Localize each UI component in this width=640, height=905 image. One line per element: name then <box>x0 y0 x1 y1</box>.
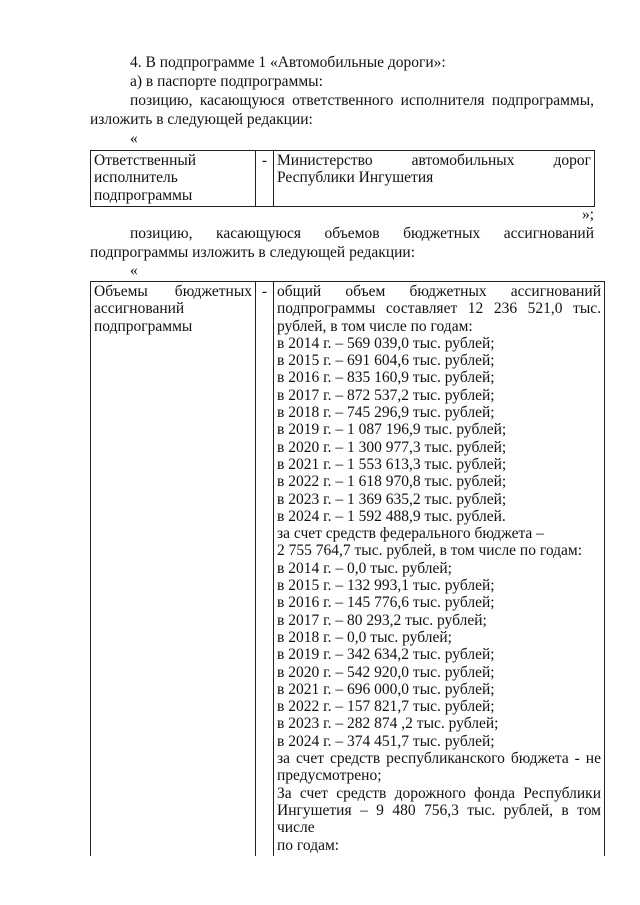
value-line: предусмотрено; <box>277 767 382 785</box>
value-line: за счет средств федерального бюджета – <box>277 525 544 543</box>
label-line: ассигнований <box>94 300 185 318</box>
paragraph-2-line-1: позицию, касающуюся объемов бюджетных ассигнований <box>130 225 594 242</box>
value-line: в 2015 г. – 691 604,6 тыс. рублей; <box>277 352 495 370</box>
value-line: в 2024 г. – 1 592 488,9 тыс. рублей. <box>277 507 506 525</box>
paragraph-2-line-2: подпрограммы изложить в следующей редакции: <box>90 244 416 261</box>
value-line: по годам: <box>277 836 340 854</box>
value-line: Республики Ингушетия <box>277 169 434 187</box>
value-line: в 2021 г. – 696 000,0 тыс. рублей; <box>277 680 495 698</box>
paragraph-1-line-1: позицию, касающуюся ответственного исполнителя подпрограммы, <box>130 92 594 109</box>
open-quote-1: « <box>130 130 138 147</box>
value-line: в 2024 г. – 374 451,7 тыс. рублей; <box>277 732 495 750</box>
value-line: Министерство автомобильных дорог <box>277 152 591 169</box>
subsection-a: а) в паспорте подпрограммы: <box>130 73 323 90</box>
open-quote-2: « <box>130 262 138 279</box>
value-line: в 2023 г. – 282 874 ,2 тыс. рублей; <box>277 715 499 733</box>
value-line: в 2017 г. – 872 537,2 тыс. рублей; <box>277 386 495 404</box>
label-line: подпрограммы <box>94 186 193 204</box>
value-line: 2 755 764,7 тыс. рублей, в том числе по годам: <box>277 542 583 560</box>
value-cell <box>274 151 595 207</box>
value-line: в 2014 г. – 0,0 тыс. рублей; <box>277 559 452 577</box>
table-row <box>91 151 595 207</box>
label-cell <box>91 282 256 856</box>
paragraph-1-line-2: изложить в следующей редакции: <box>90 111 313 128</box>
value-line: в 2020 г. – 1 300 977,3 тыс. рублей; <box>277 438 507 456</box>
value-line: подпрограммы составляет 12 236 521,0 тыс. <box>277 300 601 318</box>
value-line: в 2015 г. – 132 993,1 тыс. рублей; <box>277 577 495 595</box>
value-line: в 2014 г. – 569 039,0 тыс. рублей; <box>277 334 495 352</box>
value-line: За счет средств дорожного фонда Республики <box>277 784 601 802</box>
value-line: в 2017 г. – 80 293,2 тыс. рублей; <box>277 611 487 629</box>
responsible-executor-table <box>90 150 595 207</box>
value-line: общий объем бюджетных ассигнований <box>277 283 601 300</box>
value-line: в 2019 г. – 342 634,2 тыс. рублей; <box>277 646 495 664</box>
value-line: в 2022 г. – 157 821,7 тыс. рублей; <box>277 698 495 716</box>
value-line: в 2016 г. – 145 776,6 тыс. рублей; <box>277 594 495 612</box>
value-line: в 2022 г. – 1 618 970,8 тыс. рублей; <box>277 473 507 491</box>
value-line: в 2020 г. – 542 920,0 тыс. рублей; <box>277 663 495 681</box>
value-line: за счет средств республиканского бюджета - не <box>277 750 601 768</box>
value-line: рублей, в том числе по годам: <box>277 317 473 335</box>
value-line: в 2019 г. – 1 087 196,9 тыс. рублей; <box>277 421 507 439</box>
value-line: в 2023 г. – 1 369 635,2 тыс. рублей; <box>277 490 507 508</box>
value-line: в 2018 г. – 745 296,9 тыс. рублей; <box>277 404 495 422</box>
value-line: в 2018 г. – 0,0 тыс. рублей; <box>277 628 452 646</box>
value-cell <box>274 282 605 856</box>
value-line: в 2016 г. – 835 160,9 тыс. рублей; <box>277 369 495 387</box>
section-heading: 4. В подпрограмме 1 «Автомобильные дороги»: <box>130 54 446 71</box>
label-line: исполнитель <box>94 169 178 187</box>
label-line: подпрограммы <box>94 317 193 335</box>
dash-cell: - <box>256 151 274 207</box>
label-line: Объемы бюджетных <box>94 283 252 300</box>
value-line: в 2021 г. – 1 553 613,3 тыс. рублей; <box>277 455 507 473</box>
close-quote-1: »; <box>581 206 594 223</box>
label-line: Ответственный <box>94 152 197 169</box>
table-row <box>91 282 605 856</box>
value-line: Ингушетия – 9 480 756,3 тыс. рублей, в том числе <box>277 801 601 837</box>
label-cell <box>91 151 256 207</box>
dash-cell: - <box>256 282 274 856</box>
budget-allocations-table <box>90 281 605 856</box>
